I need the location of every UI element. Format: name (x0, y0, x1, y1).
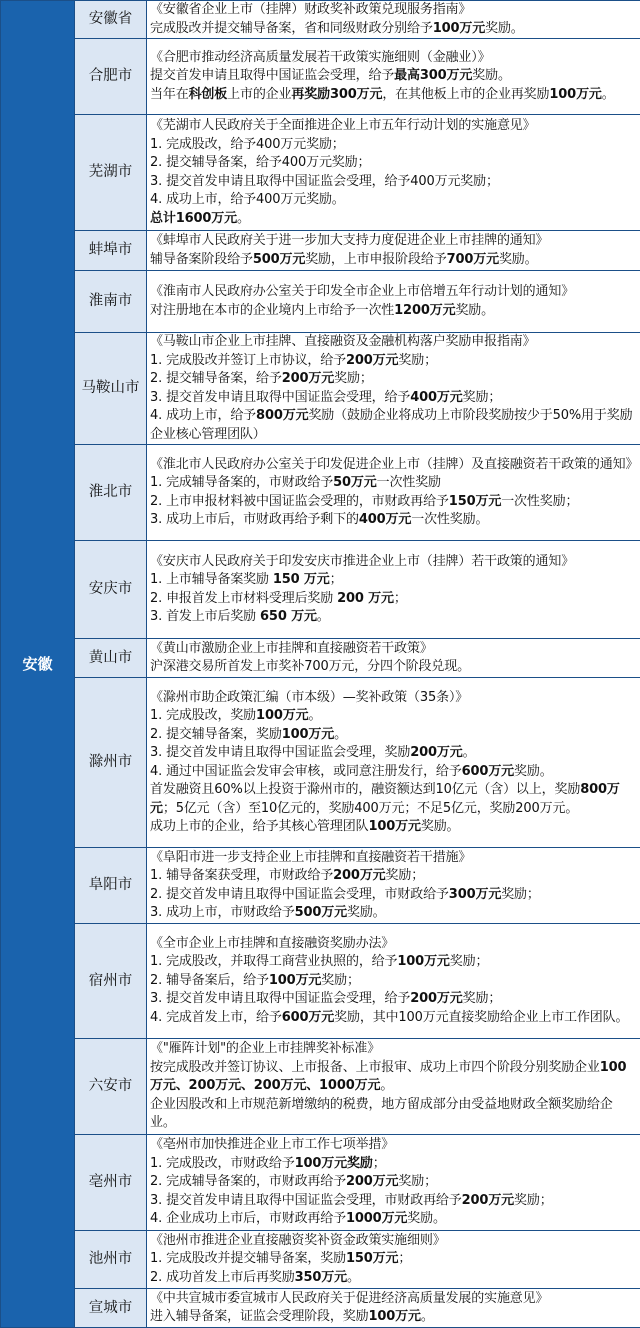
policy-line: 提交首发申请且取得中国证监会受理，给予最高300万元奖励。 (150, 67, 637, 86)
policy-line: 3. 提交首发申请且取得中国证监会受理，给予400万元奖励； (150, 173, 637, 192)
policy-cell (147, 231, 640, 271)
highlight-amount: 650 万元 (260, 609, 317, 624)
highlight-amount: 100万元 (282, 727, 334, 742)
policy-line: 《"雁阵计划"的企业上市挂牌奖补标准》 (150, 1040, 637, 1059)
city-cell: 黄山市 (75, 639, 147, 678)
policy-cell (147, 445, 640, 541)
policy-cell (147, 639, 640, 678)
table-row (1, 271, 640, 333)
policy-line: 2. 提交首发申请且取得中国证监会受理，市财政给予300万元奖励； (150, 886, 637, 905)
city-cell: 安徽省 (75, 1, 147, 39)
policy-line: 总计1600万元。 (150, 210, 637, 229)
highlight-amount: 200 万元 (337, 591, 394, 606)
highlight-amount: 最高300万元 (394, 68, 472, 83)
city-cell: 芜湖市 (75, 115, 147, 231)
highlight-amount: 100万元 (397, 954, 449, 969)
highlight-amount: 100万元 (256, 708, 308, 723)
policy-line: 《芜湖市人民政府关于全面推进企业上市五年行动计划的实施意见》 (150, 117, 637, 136)
policy-line: 2. 申报首发上市材料受理后奖励 200 万元； (150, 590, 637, 609)
city-cell: 淮北市 (75, 445, 147, 541)
highlight-amount: 科创板 (189, 87, 228, 102)
highlight-amount: 500万元 (253, 252, 305, 267)
highlight-amount: 400万元 (359, 512, 411, 527)
policy-line: 企业因股改和上市规范新增缴纳的税费，地方留成部分由受益地财政全额奖励给企业。 (150, 1096, 637, 1133)
highlight-amount: 1000万元 (346, 1211, 407, 1226)
city-cell: 宣城市 (75, 1289, 147, 1328)
policy-line: 《安徽省企业上市（挂牌）财政奖补政策兑现服务指南》 (150, 1, 637, 20)
policy-line: 《滁州市助企政策汇编（市本级）—奖补政策（35条）》 (150, 689, 637, 708)
policy-line: 1. 完成股改，给予400万元奖励； (150, 136, 637, 155)
policy-line: 1. 辅导备案获受理，市财政给予200万元奖励； (150, 867, 637, 886)
highlight-amount: 100万元奖励 (295, 1156, 373, 1171)
policy-line: 2. 提交辅导备案，给予400万元奖励； (150, 154, 637, 173)
highlight-amount: 1200万元 (394, 303, 455, 318)
highlight-amount: 200万元 (333, 868, 385, 883)
policy-line: 完成股改并提交辅导备案，省和同级财政分别给予100万元奖励。 (150, 20, 637, 39)
highlight-amount: 500万元 (295, 905, 347, 920)
city-cell: 合肥市 (75, 39, 147, 115)
table-row (1, 924, 640, 1039)
highlight-amount: 200万元 (462, 1193, 514, 1208)
policy-line: 成功上市的企业，给予其核心管理团队100万元奖励。 (150, 818, 637, 837)
policy-line: 1. 上市辅导备案奖励 150 万元； (150, 571, 637, 590)
policy-line: 1. 完成股改并提交辅导备案，奖励150万元； (150, 1250, 637, 1269)
city-cell: 池州市 (75, 1231, 147, 1289)
policy-cell (147, 848, 640, 924)
policy-line: 3. 提交首发申请且取得中国证监会受理，市财政再给予200万元奖励； (150, 1192, 637, 1211)
policy-line: 《阜阳市进一步支持企业上市挂牌和直接融资若干措施》 (150, 849, 637, 868)
policy-cell (147, 678, 640, 848)
city-cell: 阜阳市 (75, 848, 147, 924)
table-row (1, 1135, 640, 1231)
highlight-amount: 200万元 (346, 353, 398, 368)
highlight-amount: 300万元 (449, 887, 501, 902)
policy-line: 1. 完成股改，市财政给予100万元奖励； (150, 1155, 637, 1174)
policy-line: 对注册地在本市的企业境内上市给予一次性1200万元奖励。 (150, 302, 637, 321)
table-body (1, 1, 640, 1328)
policy-line: 《全市企业上市挂牌和直接融资奖励办法》 (150, 935, 637, 954)
policy-line: 2. 辅导备案后，给予100万元奖励； (150, 972, 637, 991)
policy-line: 当年在科创板上市的企业再奖励300万元，在其他板上市的企业再奖励100万元。 (150, 86, 637, 105)
policy-cell (147, 1, 640, 39)
policy-line: 3. 提交首发申请且取得中国证监会受理，给予400万元奖励； (150, 389, 637, 408)
highlight-amount: 100万元、200万元、200万元、1000万元 (150, 1060, 626, 1094)
province-cell: 安徽 (1, 1, 75, 1328)
table-row (1, 115, 640, 231)
policy-line: 《池州市推进企业直接融资奖补资金政策实施细则》 (150, 1232, 637, 1251)
highlight-amount: 100万元 (433, 21, 485, 36)
table-row (1, 848, 640, 924)
highlight-amount: 700万元 (447, 252, 499, 267)
city-cell: 安庆市 (75, 541, 147, 639)
highlight-amount: 150万元 (449, 494, 501, 509)
policy-cell (147, 541, 640, 639)
table-row (1, 333, 640, 445)
table-row (1, 1231, 640, 1289)
highlight-amount: 再奖励300万元 (291, 87, 382, 102)
policy-line: 2. 成功首发上市后再奖励350万元。 (150, 1269, 637, 1288)
policy-line: 2. 提交辅导备案，给予200万元奖励； (150, 370, 637, 389)
policy-line: 首发融资且60%以上投资于滁州市的，融资额达到10亿元（含）以上，奖励800万元；5亿元（含）至10亿元的，奖励400万元；不足5亿元，奖励200万元。 (150, 781, 637, 818)
policy-line: 《蚌埠市人民政府关于进一步加大支持力度促进企业上市挂牌的通知》 (150, 232, 637, 251)
city-cell: 滁州市 (75, 678, 147, 848)
table-row (1, 231, 640, 271)
highlight-amount: 200万元 (410, 745, 462, 760)
highlight-amount: 350万元 (295, 1270, 347, 1285)
policy-line: 沪深港交易所首发上市奖补700万元，分四个阶段兑现。 (150, 658, 637, 677)
policy-line: 2. 完成辅导备案的，市财政再给予200万元奖励； (150, 1173, 637, 1192)
table-row (1, 541, 640, 639)
policy-cell (147, 115, 640, 231)
policy-line: 《亳州市加快推进企业上市工作七项举措》 (150, 1136, 637, 1155)
policy-line: 3. 成功上市，市财政给予500万元奖励。 (150, 904, 637, 923)
city-cell: 马鞍山市 (75, 333, 147, 445)
policy-line: 2. 上市申报材料被中国证监会受理的，市财政再给予150万元一次性奖励； (150, 493, 637, 512)
policy-line: 《黄山市激励企业上市挂牌和直接融资若干政策》 (150, 640, 637, 659)
policy-line: 3. 提交首发申请且取得中国证监会受理，奖励200万元。 (150, 744, 637, 763)
policy-line: 按完成股改并签订协议、上市报备、上市报审、成功上市四个阶段分别奖励企业100万元、200万元、200万元、1000万元。 (150, 1059, 637, 1096)
highlight-amount: 200万元 (410, 991, 462, 1006)
highlight-amount: 100万元 (269, 973, 321, 988)
policy-line: 1. 完成股改，奖励100万元。 (150, 707, 637, 726)
highlight-amount: 800万元 (256, 408, 308, 423)
policy-line: 3. 成功上市后，市财政再给予剩下的400万元一次性奖励。 (150, 511, 637, 530)
table-row (1, 1289, 640, 1328)
highlight-amount: 200万元 (282, 371, 334, 386)
highlight-amount: 50万元 (333, 475, 377, 490)
policy-line: 4. 通过中国证监会发审会审核，或同意注册发行，给予600万元奖励。 (150, 763, 637, 782)
policy-line: 辅导备案阶段给予500万元奖励，上市申报阶段给予700万元奖励。 (150, 251, 637, 270)
policy-line: 4. 成功上市，给予800万元奖励（鼓励企业将成功上市阶段奖励按少于50%用于奖励企业核心管理团队） (150, 407, 637, 444)
city-cell: 六安市 (75, 1039, 147, 1135)
policy-line: 4. 成功上市，给予400万元奖励。 (150, 191, 637, 210)
policy-cell (147, 271, 640, 333)
table-row (1, 445, 640, 541)
policy-cell (147, 1289, 640, 1328)
policy-cell (147, 39, 640, 115)
policy-line: 《安庆市人民政府关于印发安庆市推进企业上市（挂牌）若干政策的通知》 (150, 553, 637, 572)
policy-line: 《马鞍山市企业上市挂牌、直接融资及金融机构落户奖励申报指南》 (150, 333, 637, 352)
city-cell: 亳州市 (75, 1135, 147, 1231)
highlight-amount: 100万元 (549, 87, 601, 102)
highlight-amount: 100万元 (368, 819, 420, 834)
city-cell: 宿州市 (75, 924, 147, 1039)
policy-line: 3. 提交首发申请且取得中国证监会受理，给予200万元奖励； (150, 990, 637, 1009)
city-cell: 蚌埠市 (75, 231, 147, 271)
highlight-amount: 150 万元 (273, 572, 330, 587)
policy-cell (147, 1231, 640, 1289)
table-row (1, 639, 640, 678)
policy-line: 1. 完成股改并签订上市协议，给予200万元奖励； (150, 352, 637, 371)
policy-line: 1. 完成辅导备案的，市财政给予50万元一次性奖励 (150, 474, 637, 493)
table-row (1, 1039, 640, 1135)
policy-cell (147, 333, 640, 445)
highlight-amount: 600万元 (462, 764, 514, 779)
policy-cell (147, 1135, 640, 1231)
policy-cell (147, 1039, 640, 1135)
highlight-amount: 200万元 (346, 1174, 398, 1189)
policy-line: 《合肥市推动经济高质量发展若干政策实施细则（金融业）》 (150, 49, 637, 68)
table-row (1, 39, 640, 115)
policy-line: 4. 完成首发上市，给予600万元奖励，其中100万元直接奖励给企业上市工作团队。 (150, 1009, 637, 1028)
policy-line: 《淮北市人民政府办公室关于印发促进企业上市（挂牌）及直接融资若干政策的通知》 (150, 456, 637, 475)
policy-line: 3. 首发上市后奖励 650 万元。 (150, 608, 637, 627)
highlight-amount: 800万元 (150, 782, 620, 816)
policy-line: 1. 完成股改，并取得工商营业执照的，给予100万元奖励； (150, 953, 637, 972)
policy-line: 4. 企业成功上市后，市财政再给予1000万元奖励。 (150, 1210, 637, 1229)
table-row (1, 678, 640, 848)
policy-line: 进入辅导备案，证监会受理阶段，奖励100万元。 (150, 1308, 637, 1327)
highlight-amount: 总计1600万元 (150, 211, 237, 226)
table-row (1, 1, 640, 39)
policy-line: 2. 提交辅导备案，奖励100万元。 (150, 726, 637, 745)
highlight-amount: 400万元 (410, 390, 462, 405)
policy-line: 《中共宣城市委宣城市人民政府关于促进经济高质量发展的实施意见》 (150, 1290, 637, 1309)
policy-line: 《淮南市人民政府办公室关于印发全市企业上市倍增五年行动计划的通知》 (150, 283, 637, 302)
policy-cell (147, 924, 640, 1039)
highlight-amount: 600万元 (282, 1010, 334, 1025)
highlight-amount: 150万元 (346, 1251, 398, 1266)
highlight-amount: 100万元 (368, 1309, 420, 1324)
city-cell: 淮南市 (75, 271, 147, 333)
